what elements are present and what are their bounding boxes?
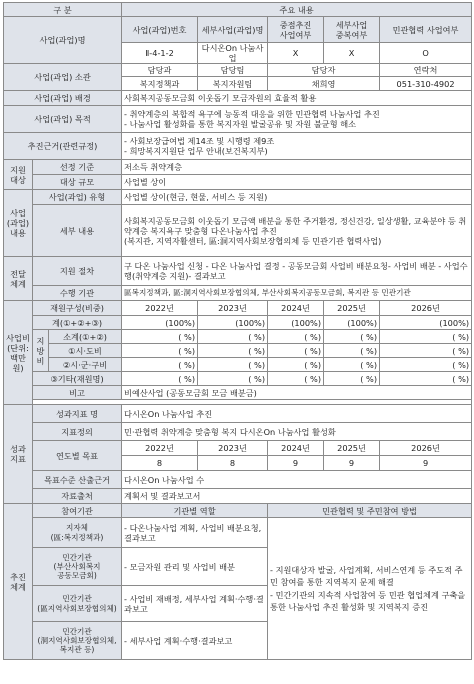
org-role: - 세부사업 계획·수행·결과보고 xyxy=(122,622,268,660)
background-label: 사업(과업) 배경 xyxy=(4,91,122,106)
source-label: 자료출처 xyxy=(33,489,122,504)
legal-text xyxy=(122,133,472,160)
scale-label: 대상 규모 xyxy=(33,175,122,190)
priority-header: 중점추진 사업여부 xyxy=(268,17,324,43)
pct-cell: ( %) xyxy=(122,358,198,372)
pct-cell: ( %) xyxy=(122,330,198,344)
target-year: 2025년 xyxy=(324,441,380,456)
budget-note-label: 비고 xyxy=(33,386,122,400)
indicator-group-label: 성과 지표 xyxy=(4,405,33,504)
participation-text: - 지원대상자 발굴, 사업계획, 서비스연계 등 주도적 주민 참여를 통한 지역복지 문제 해결 - 민간기관의 지속적 사업참여 등 민관 협업체계 구축을 통한 나눔사업 추진 활성화 및 지역복지 증진 xyxy=(268,518,472,660)
local-funds-label: 지 방 비 xyxy=(33,330,49,372)
background-text: 사회복지공동모금회 이웃돕기 모금자원의 효율적 활용 xyxy=(122,91,472,106)
pct-cell: ( %) xyxy=(122,372,198,386)
legal-line-2: - 희망복지지원단 업무 안내(보건복지부) xyxy=(124,146,268,156)
budget-year: 2026년 xyxy=(380,301,472,316)
target-group-label: 지원 대상 xyxy=(4,160,33,190)
legal-label: 추진근거(관련규정) xyxy=(4,133,122,160)
pct-cell: ( %) xyxy=(268,372,324,386)
target-year: 2023년 xyxy=(198,441,268,456)
definition-label: 지표정의 xyxy=(33,423,122,441)
dept-value: 복지정책과 xyxy=(122,77,198,91)
budget-note: 비예산사업 (공동모금회 모금 배분금) xyxy=(122,386,472,400)
project-name-label: 사업(과업)명 xyxy=(4,17,122,64)
target-year: 2024년 xyxy=(268,441,324,456)
pct-cell: ( %) xyxy=(268,344,324,358)
detail-value: 사회복지공동모금회 이웃돕기 모금액 배분을 통한 주거환경, 정신건강, 일상생활, 교육분야 등 취약계층 복지욕구 맞춤형 다온나눔사업 추진 (복지관, 지역자활센터, 區:洞지역사회보장협의체 등 민관기관 협력사업) xyxy=(122,205,472,257)
purpose-line-2: - 나눔사업 활성화를 통한 복지자원 발굴공유 및 자원 불균형 해소 xyxy=(124,119,357,129)
city-label: ①시·도비 xyxy=(49,344,122,358)
dept-header: 담당과 xyxy=(122,64,198,77)
purpose-line-1: - 취약계층의 복합적 욕구에 능동적 대응을 위한 민관협력 나눔사업 추진 xyxy=(124,109,380,119)
participation-label: 민관협력 및 주민참여 방법 xyxy=(268,504,472,518)
team-value: 복지자원팀 xyxy=(198,77,268,91)
budget-group-label: 사업비 (단위: 백만원) xyxy=(4,301,33,405)
org-name: 민간기관 (洞지역사회보장협의체, 복지관 등) xyxy=(33,622,122,660)
subtotal-label: 소계(①+②) xyxy=(49,330,122,344)
duplicate-header: 세부사업 중복여부 xyxy=(324,17,380,43)
team-header: 담당팀 xyxy=(198,64,268,77)
pct-cell: ( %) xyxy=(198,344,268,358)
criteria-value: 저소득 취약계층 xyxy=(122,160,472,175)
contact-value: 051-310-4902 xyxy=(380,77,472,91)
district-label: ②시·군·구비 xyxy=(49,358,122,372)
pct-cell: ( %) xyxy=(380,330,472,344)
target-value: 9 xyxy=(324,456,380,471)
scale-value: 사업별 상이 xyxy=(122,175,472,190)
content-group-label: 사업 (과업) 내용 xyxy=(4,190,33,257)
pct-cell: ( %) xyxy=(380,344,472,358)
pct-cell: ( %) xyxy=(380,372,472,386)
composition-label: 재원구성(비중) xyxy=(33,301,122,316)
purpose-label: 사업(과업) 목적 xyxy=(4,106,122,133)
purpose-text xyxy=(122,106,472,133)
criteria-label: 선정 기준 xyxy=(33,160,122,175)
legal-line-1: - 사회보장급여법 제14조 및 시행령 제9조 xyxy=(124,136,275,146)
header-content: 주요 내용 xyxy=(122,3,472,17)
pct-cell: ( %) xyxy=(198,330,268,344)
org-role: - 모금자원 관리 및 사업비 배분 xyxy=(122,548,268,586)
project-number-header: 사업(과업)번호 xyxy=(122,17,198,43)
pct-cell: ( %) xyxy=(380,358,472,372)
public-private-header: 민관협력 사업여부 xyxy=(380,17,472,43)
participant-label: 참여기관 xyxy=(33,504,122,518)
procedure-label: 지원 절차 xyxy=(33,257,122,286)
total-label: 계(①+②+③) xyxy=(33,316,122,330)
other-label: ③기타(재원명) xyxy=(33,372,122,386)
public-private-value: O xyxy=(380,43,472,64)
basis-label: 목표수준 산출근거 xyxy=(33,471,122,489)
pct-cell: ( %) xyxy=(198,372,268,386)
header-category: 구 분 xyxy=(4,3,122,17)
pct-cell: ( %) xyxy=(324,358,380,372)
target-year: 2026년 xyxy=(380,441,472,456)
target-value: 8 xyxy=(122,456,198,471)
source-value: 계획서 및 결과보고서 xyxy=(122,489,472,504)
target-value: 8 xyxy=(198,456,268,471)
org-name: 민간기관 (부산사회복지 공동모금회) xyxy=(33,548,122,586)
agency-value: 區복지정책과, 區:洞지역사회보장협의체, 부산사회복지공동모금회, 복지관 등 민관기관 xyxy=(122,286,472,301)
pct-cell: ( %) xyxy=(122,344,198,358)
total-pct: (100%) xyxy=(122,316,198,330)
delivery-group-label: 전달 체계 xyxy=(4,257,33,301)
total-pct: (100%) xyxy=(380,316,472,330)
indicator-name: 다시온On 나눔사업 추진 xyxy=(122,405,472,423)
budget-year: 2024년 xyxy=(268,301,324,316)
definition-value: 민·관협력 취약계층 맞춤형 복지 다시온On 나눔사업 활성화 xyxy=(122,423,472,441)
pct-cell: ( %) xyxy=(324,344,380,358)
total-pct: (100%) xyxy=(198,316,268,330)
sub-project-name-header: 세부사업(과업)명 xyxy=(198,17,268,43)
total-pct: (100%) xyxy=(324,316,380,330)
manager-value: 채희영 xyxy=(268,77,380,91)
implementation-group-label: 추진 체계 xyxy=(4,504,33,660)
pct-cell: ( %) xyxy=(324,330,380,344)
budget-year: 2023년 xyxy=(198,301,268,316)
project-table xyxy=(3,2,472,660)
department-label: 사업(과업) 소관 xyxy=(4,64,122,91)
basis-value: 다시온On 나눔사업 수 xyxy=(122,471,472,489)
budget-year: 2022년 xyxy=(122,301,198,316)
org-role: - 다온나눔사업 계획, 사업비 배분요청, 결과보고 xyxy=(122,518,268,548)
target-value: 9 xyxy=(380,456,472,471)
pct-cell: ( %) xyxy=(198,358,268,372)
org-name: 민간기관 (區지역사회보장협의체) xyxy=(33,586,122,622)
target-year: 2022년 xyxy=(122,441,198,456)
project-sheet xyxy=(3,2,471,660)
priority-value: X xyxy=(268,43,324,64)
agency-label: 수행 기관 xyxy=(33,286,122,301)
total-pct: (100%) xyxy=(268,316,324,330)
role-label: 기관별 역할 xyxy=(122,504,268,518)
type-label: 사업(과업) 유형 xyxy=(33,190,122,205)
duplicate-value: X xyxy=(324,43,380,64)
pct-cell: ( %) xyxy=(324,372,380,386)
org-role: - 사업비 재배정, 세부사업 계획·수행·결과보고 xyxy=(122,586,268,622)
manager-header: 담당자 xyxy=(268,64,380,77)
detail-label: 세부 내용 xyxy=(33,205,122,257)
type-value: 사업별 상이(현금, 현물, 서비스 등 지원) xyxy=(122,190,472,205)
budget-year: 2025년 xyxy=(324,301,380,316)
project-number: Ⅱ-4-1-2 xyxy=(122,43,198,64)
indicator-name-label: 성과지표 명 xyxy=(33,405,122,423)
target-value: 9 xyxy=(268,456,324,471)
pct-cell: ( %) xyxy=(268,330,324,344)
sub-project-name: 다시온On 나눔사업 xyxy=(198,43,268,64)
pct-cell: ( %) xyxy=(268,358,324,372)
targets-label: 연도별 목표 xyxy=(33,441,122,471)
org-name: 지자체 (區:복지정책과) xyxy=(33,518,122,548)
procedure-value: 구 다온 나눔사업 신청 - 다온 나눔사업 결정 - 공동모금회 사업비 배분요청- 사업비 배분 - 사업수행(취약계층 지원)- 결과보고 xyxy=(122,257,472,286)
contact-header: 연락처 xyxy=(380,64,472,77)
